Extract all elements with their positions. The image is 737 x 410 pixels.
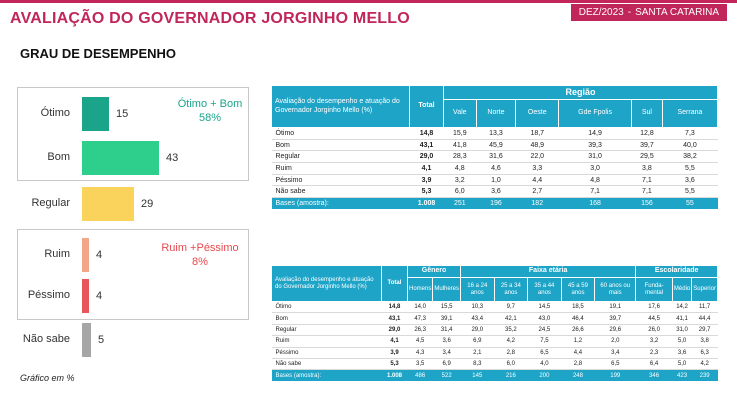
table-cell: 41,8 xyxy=(444,139,477,151)
row-total: 4,1 xyxy=(382,336,408,347)
row-total: 5,3 xyxy=(410,186,444,198)
table-cell: 18,7 xyxy=(516,128,559,140)
chart-value-regular: 29 xyxy=(141,198,154,210)
row-label: Bom xyxy=(272,313,382,324)
table-cell: 4,4 xyxy=(561,347,595,358)
bases-cell: 486 xyxy=(408,370,433,381)
demo-total-header: Total xyxy=(382,266,408,302)
table-cell: 22,0 xyxy=(516,151,559,163)
table-cell: 4,8 xyxy=(444,163,477,175)
region-total-header: Total xyxy=(410,86,444,128)
table-cell: 3,5 xyxy=(408,358,433,369)
demo-col-mulheres: Mulheres xyxy=(433,278,461,302)
positive-summary-value: 58% xyxy=(198,112,222,124)
table-cell: 26,3 xyxy=(408,324,433,335)
row-total: 29,0 xyxy=(410,151,444,163)
table-cell: 9,7 xyxy=(494,302,528,313)
bases-cell: 216 xyxy=(494,370,528,381)
table-cell: 4,2 xyxy=(494,336,528,347)
table-cell: 7,1 xyxy=(631,174,662,186)
table-cell: 7,5 xyxy=(528,336,562,347)
region-col-vale: Vale xyxy=(444,100,477,128)
bases-label: Bases (amostra): xyxy=(272,198,410,210)
table-cell: 6,0 xyxy=(494,358,528,369)
table-cell: 4,6 xyxy=(476,163,516,175)
bases-cell: 251 xyxy=(444,198,477,210)
table-row xyxy=(272,163,718,175)
table-cell: 47,3 xyxy=(408,313,433,324)
bases-total: 1.008 xyxy=(410,198,444,210)
bases-label: Bases (amostra): xyxy=(272,370,382,381)
row-total: 4,1 xyxy=(410,163,444,175)
chart-value-pessimo: 4 xyxy=(96,290,103,302)
row-total: 3,9 xyxy=(410,174,444,186)
region-col-serrana: Serrana xyxy=(662,100,717,128)
table-cell: 19,1 xyxy=(595,302,636,313)
table-cell: 15,9 xyxy=(444,128,477,140)
table-cell: 39,7 xyxy=(595,313,636,324)
table-cell: 6,9 xyxy=(461,336,495,347)
row-label: Ruim xyxy=(272,336,382,347)
table-cell: 14,5 xyxy=(528,302,562,313)
bases-cell: 346 xyxy=(636,370,673,381)
table-cell: 6,5 xyxy=(595,358,636,369)
table-cell: 5,5 xyxy=(662,186,717,198)
table-cell: 14,0 xyxy=(408,302,433,313)
table-cell: 5,0 xyxy=(672,336,691,347)
table-cell: 29,6 xyxy=(595,324,636,335)
table-cell: 3,0 xyxy=(559,163,632,175)
demo-col-superior: Superior xyxy=(692,278,718,302)
chart-bar-ruim xyxy=(82,238,89,272)
table-row xyxy=(272,358,718,369)
negative-summary-value: 8% xyxy=(192,256,208,268)
chart-value-otimo: 15 xyxy=(116,108,129,120)
bases-cell: 196 xyxy=(476,198,516,210)
table-cell: 31,0 xyxy=(559,151,632,163)
table-cell: 44,4 xyxy=(692,313,718,324)
chart-label-nao-sabe: Não sabe xyxy=(22,333,70,345)
table-cell: 6,3 xyxy=(692,347,718,358)
table-cell: 4,2 xyxy=(692,358,718,369)
table-cell: 26,0 xyxy=(636,324,673,335)
row-total: 5,3 xyxy=(382,358,408,369)
bases-cell: 156 xyxy=(631,198,662,210)
row-label: Regular xyxy=(272,151,410,163)
top-accent-line xyxy=(0,0,737,3)
demo-col-medio: Médio xyxy=(672,278,691,302)
bases-cell: 248 xyxy=(561,370,595,381)
bases-cell: 168 xyxy=(559,198,632,210)
table-row xyxy=(272,336,718,347)
chart-note: Gráfico em % xyxy=(20,373,75,383)
negative-summary xyxy=(155,241,245,269)
table-cell: 4,8 xyxy=(559,174,632,186)
bases-row xyxy=(272,198,718,210)
table-cell: 17,6 xyxy=(636,302,673,313)
table-cell: 8,3 xyxy=(461,358,495,369)
table-cell: 18,5 xyxy=(561,302,595,313)
table-cell: 35,2 xyxy=(494,324,528,335)
table-cell: 46,4 xyxy=(561,313,595,324)
table-row xyxy=(272,186,718,198)
demo-desc-header: Avaliação do desempenho e atuação do Governador Jorginho Mello (%) xyxy=(272,266,382,302)
row-total: 3,9 xyxy=(382,347,408,358)
table-cell: 3,2 xyxy=(444,174,477,186)
table-cell: 41,1 xyxy=(672,313,691,324)
table-cell: 3,6 xyxy=(476,186,516,198)
table-cell: 7,1 xyxy=(559,186,632,198)
table-cell: 2,8 xyxy=(494,347,528,358)
table-cell: 39,1 xyxy=(433,313,461,324)
table-cell: 12,8 xyxy=(631,128,662,140)
demo-col-35-a-44-anos: 35 a 44 anos xyxy=(528,278,562,302)
table-cell: 2,3 xyxy=(636,347,673,358)
positive-summary xyxy=(165,97,255,125)
table-cell: 26,6 xyxy=(561,324,595,335)
row-label: Bom xyxy=(272,139,410,151)
demo-col-funda-mental: Funda-mental xyxy=(636,278,673,302)
table-cell: 3,6 xyxy=(672,347,691,358)
chart-label-otimo: Ótimo xyxy=(40,107,70,119)
table-cell: 2,1 xyxy=(461,347,495,358)
badge-separator: - xyxy=(627,7,632,18)
table-row xyxy=(272,128,718,140)
bases-cell: 200 xyxy=(528,370,562,381)
table-cell: 2,8 xyxy=(561,358,595,369)
table-row xyxy=(272,313,718,324)
table-cell: 6,5 xyxy=(528,347,562,358)
table-cell: 5,5 xyxy=(662,163,717,175)
table-row xyxy=(272,151,718,163)
table-cell: 29,0 xyxy=(461,324,495,335)
chart-label-pessimo: Péssimo xyxy=(27,289,70,301)
chart-value-ruim: 4 xyxy=(96,249,103,261)
table-cell: 3,4 xyxy=(595,347,636,358)
table-cell: 38,2 xyxy=(662,151,717,163)
table-cell: 28,3 xyxy=(444,151,477,163)
bases-row xyxy=(272,370,718,381)
row-label: Ruim xyxy=(272,163,410,175)
bases-cell: 145 xyxy=(461,370,495,381)
row-label: Regular xyxy=(272,324,382,335)
table-cell: 2,0 xyxy=(595,336,636,347)
table-cell: 14,2 xyxy=(672,302,691,313)
table-cell: 3,8 xyxy=(692,336,718,347)
demo-group-faixa-etaria: Faixa etária xyxy=(461,266,636,278)
table-cell: 42,1 xyxy=(494,313,528,324)
region-group-header: Região xyxy=(444,86,718,100)
row-total: 43,1 xyxy=(382,313,408,324)
row-label: Ótimo xyxy=(272,302,382,313)
bases-cell: 239 xyxy=(692,370,718,381)
table-cell: 6,0 xyxy=(444,186,477,198)
bases-cell: 55 xyxy=(662,198,717,210)
chart-bar-otimo xyxy=(82,97,109,131)
chart-bar-bom xyxy=(82,141,159,175)
chart-label-ruim: Ruim xyxy=(44,248,70,260)
table-cell: 31,0 xyxy=(672,324,691,335)
date-badge xyxy=(571,4,727,21)
bases-cell: 182 xyxy=(516,198,559,210)
table-cell: 7,3 xyxy=(662,128,717,140)
bases-cell: 423 xyxy=(672,370,691,381)
table-cell: 4,0 xyxy=(528,358,562,369)
demo-col-60-anos-ou-mais: 60 anos ou mais xyxy=(595,278,636,302)
row-total: 29,0 xyxy=(382,324,408,335)
table-row xyxy=(272,174,718,186)
chart-bar-pessimo xyxy=(82,279,89,313)
table-cell: 4,4 xyxy=(516,174,559,186)
page-title: AVALIAÇÃO DO GOVERNADOR JORGINHO MELLO xyxy=(10,10,410,27)
table-cell: 5,0 xyxy=(672,358,691,369)
badge-date: DEZ/2023 xyxy=(578,7,624,18)
table-cell: 4,3 xyxy=(408,347,433,358)
table-cell: 39,3 xyxy=(559,139,632,151)
demo-col-homens: Homens xyxy=(408,278,433,302)
table-cell: 3,8 xyxy=(631,163,662,175)
chart-value-nao-sabe: 5 xyxy=(98,334,105,346)
demo-col-25-a-34-anos: 25 a 34 anos xyxy=(494,278,528,302)
table-cell: 6,9 xyxy=(433,358,461,369)
row-total: 14,8 xyxy=(410,128,444,140)
row-label: Ótimo xyxy=(272,128,410,140)
table-cell: 29,7 xyxy=(692,324,718,335)
row-total: 43,1 xyxy=(410,139,444,151)
table-cell: 45,9 xyxy=(476,139,516,151)
table-cell: 6,4 xyxy=(636,358,673,369)
row-label: Péssimo xyxy=(272,347,382,358)
table-cell: 7,1 xyxy=(631,186,662,198)
table-cell: 10,3 xyxy=(461,302,495,313)
region-desc-header: Avaliação do desempenho e atuação do Governador Jorginho Mello (%) xyxy=(272,86,410,128)
table-cell: 2,7 xyxy=(516,186,559,198)
table-cell: 44,5 xyxy=(636,313,673,324)
chart-bar-nao-sabe xyxy=(82,323,91,357)
row-label: Não sabe xyxy=(272,186,410,198)
table-row xyxy=(272,139,718,151)
row-label: Não sabe xyxy=(272,358,382,369)
table-cell: 29,5 xyxy=(631,151,662,163)
demo-col-45-a-59-anos: 45 a 59 anos xyxy=(561,278,595,302)
table-row xyxy=(272,347,718,358)
bases-total: 1.008 xyxy=(382,370,408,381)
table-cell: 43,4 xyxy=(461,313,495,324)
row-total: 14,8 xyxy=(382,302,408,313)
badge-state: SANTA CATARINA xyxy=(635,7,719,18)
demo-col-16-a-24-anos: 16 a 24 anos xyxy=(461,278,495,302)
table-cell: 14,9 xyxy=(559,128,632,140)
table-cell: 15,5 xyxy=(433,302,461,313)
demo-group-genero: Gênero xyxy=(408,266,461,278)
table-cell: 4,5 xyxy=(408,336,433,347)
table-row xyxy=(272,302,718,313)
table-cell: 31,4 xyxy=(433,324,461,335)
table-cell: 31,6 xyxy=(476,151,516,163)
row-label: Péssimo xyxy=(272,174,410,186)
table-cell: 39,7 xyxy=(631,139,662,151)
table-cell: 3,6 xyxy=(433,336,461,347)
table-cell: 11,7 xyxy=(692,302,718,313)
chart-label-regular: Regular xyxy=(31,197,70,209)
demo-group-escolaridade: Escolaridade xyxy=(636,266,718,278)
chart-bar-regular xyxy=(82,187,134,221)
bases-cell: 522 xyxy=(433,370,461,381)
table-cell: 3,4 xyxy=(433,347,461,358)
bases-cell: 199 xyxy=(595,370,636,381)
negative-summary-label: Ruim +Péssimo xyxy=(161,242,239,254)
region-col-norte: Norte xyxy=(476,100,516,128)
page-subtitle: GRAU DE DESEMPENHO xyxy=(20,46,177,61)
table-cell: 48,9 xyxy=(516,139,559,151)
table-cell: 24,5 xyxy=(528,324,562,335)
region-table xyxy=(271,85,718,209)
chart-label-bom: Bom xyxy=(47,151,70,163)
table-cell: 3,3 xyxy=(516,163,559,175)
table-cell: 3,2 xyxy=(636,336,673,347)
positive-summary-label: Ótimo + Bom xyxy=(177,98,243,110)
chart-value-bom: 43 xyxy=(166,152,179,164)
table-cell: 3,6 xyxy=(662,174,717,186)
table-row xyxy=(272,324,718,335)
table-cell: 1,0 xyxy=(476,174,516,186)
region-col-sul: Sul xyxy=(631,100,662,128)
region-col-gde-fpolis: Gde Fpolis xyxy=(559,100,632,128)
table-cell: 43,0 xyxy=(528,313,562,324)
table-cell: 13,3 xyxy=(476,128,516,140)
table-cell: 1,2 xyxy=(561,336,595,347)
demographic-table xyxy=(271,265,718,381)
table-cell: 40,0 xyxy=(662,139,717,151)
region-col-oeste: Oeste xyxy=(516,100,559,128)
